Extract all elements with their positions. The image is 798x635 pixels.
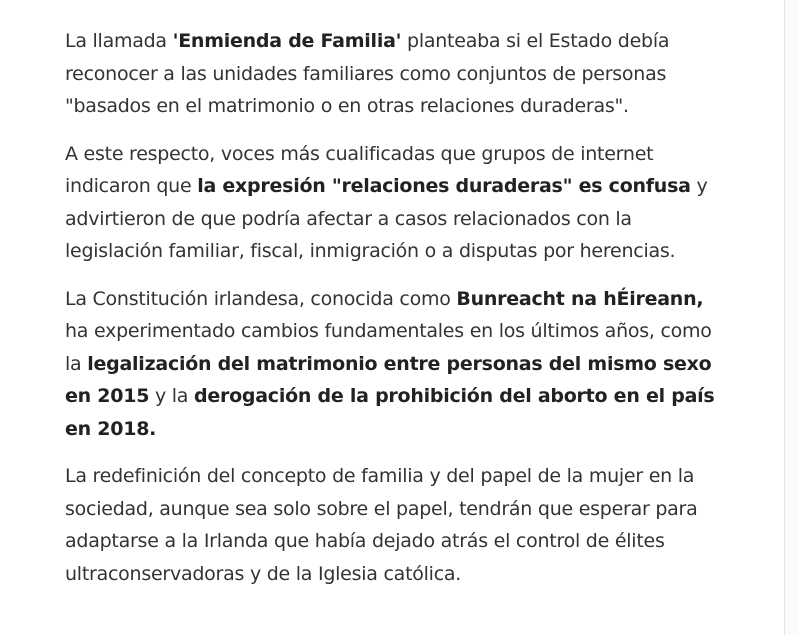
- bold-text-segment: 'Enmienda de Familia': [172, 30, 402, 52]
- text-segment: La Constitución irlandesa, conocida como: [65, 287, 457, 310]
- bold-text-segment: la expresión "relaciones duraderas" es confusa: [197, 175, 691, 197]
- bold-text-segment: Bunreacht na hÉireann,: [456, 287, 704, 310]
- scrollbar[interactable]: [784, 0, 798, 635]
- paragraph-redefinicion: [65, 460, 725, 590]
- text-segment: y advirtieron de que podría afectar a casos relacionados con la legislación familiar, fiscal, inmigración o a disputas por herencias.: [65, 175, 708, 262]
- text-segment: planteaba si el Estado debía reconocer a las unidades familiares como conjuntos de personas "basados en el matrimonio o en otras relaciones duraderas".: [65, 30, 670, 117]
- paragraph-constitucion: [65, 283, 725, 446]
- paragraph-relaciones-duraderas: [65, 138, 725, 268]
- article-body: [65, 25, 725, 605]
- text-segment: La llamada: [65, 30, 173, 52]
- text-segment: La redefinición del concepto de familia y del papel de la mujer en la sociedad, aunque sea solo sobre el papel, tendrán que esperar para adaptarse a la Irlanda que había dejado atrás el control de élites ultraconservadoras y de la Iglesia católica.: [65, 465, 698, 585]
- bold-text-segment: derogación de la prohibición del aborto en el país en 2018.: [65, 385, 715, 440]
- bold-text-segment: legalización del matrimonio entre personas del mismo sexo en 2015: [65, 352, 712, 407]
- text-segment: y la: [149, 385, 194, 407]
- paragraph-enmienda: [65, 25, 725, 123]
- text-segment: ha experimentado cambios fundamentales en los últimos años, como la: [65, 320, 712, 375]
- text-segment: A este respecto, voces más cualificadas que grupos de internet indicaron que: [65, 142, 654, 197]
